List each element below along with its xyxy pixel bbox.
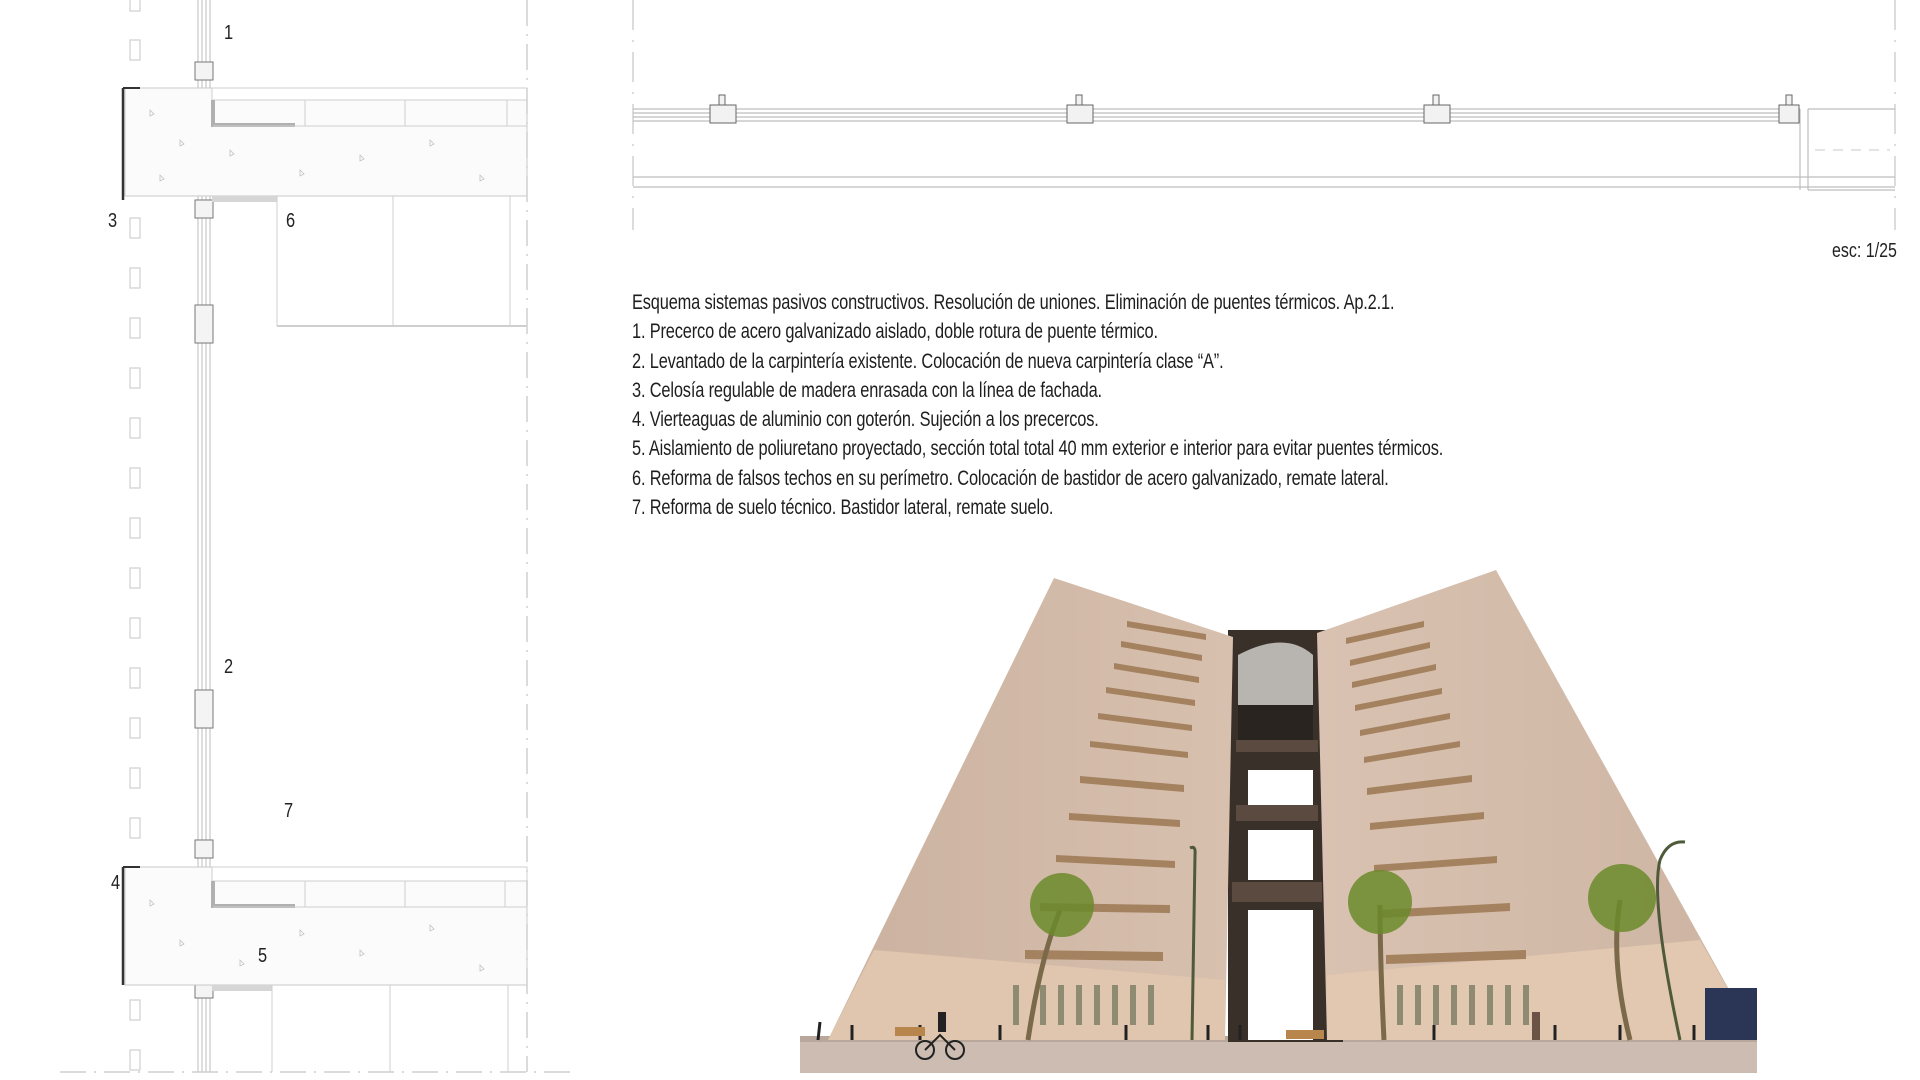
callout-5: 5	[258, 945, 268, 967]
note-item: 7. Reforma de suelo técnico. Bastidor lateral, remate suelo.	[632, 496, 1054, 520]
note-item: 4. Vierteaguas de aluminio con goterón. Sujeción a los precercos.	[632, 408, 1099, 432]
scale-label: esc: 1/25	[1832, 240, 1897, 262]
bench-center	[1286, 1030, 1324, 1039]
adjacent-building	[1705, 988, 1757, 1040]
note-item: 1. Precerco de acero galvanizado aislado, doble rotura de puente térmico.	[632, 320, 1158, 344]
callout-6: 6	[286, 210, 296, 232]
note-item: 6. Reforma de falsos techos en su perímetro. Colocación de bastidor de acero galvanizado, remate lateral.	[632, 466, 1389, 490]
callout-2: 2	[224, 656, 234, 678]
bench-left	[895, 1027, 925, 1036]
sidewalk	[800, 1040, 1757, 1073]
pedestrian	[1532, 1012, 1540, 1040]
note-item: 2. Levantado de la carpintería existente. Colocación de nueva carpintería clase “A”.	[632, 349, 1224, 373]
callout-1: 1	[224, 22, 234, 44]
note-item: 3. Celosía regulable de madera enrasada con la línea de fachada.	[632, 378, 1102, 402]
callout-4: 4	[111, 872, 121, 894]
callout-7: 7	[284, 800, 294, 822]
callout-3: 3	[108, 210, 118, 232]
note-item: 5. Aislamiento de poliuretano proyectado, sección total total 40 mm exterior e interior para evitar puentes térmicos.	[632, 437, 1444, 461]
notes-title: Esquema sistemas pasivos constructivos. Resolución de uniones. Eliminación de puentes térmicos. Ap.2.1.	[632, 291, 1395, 314]
